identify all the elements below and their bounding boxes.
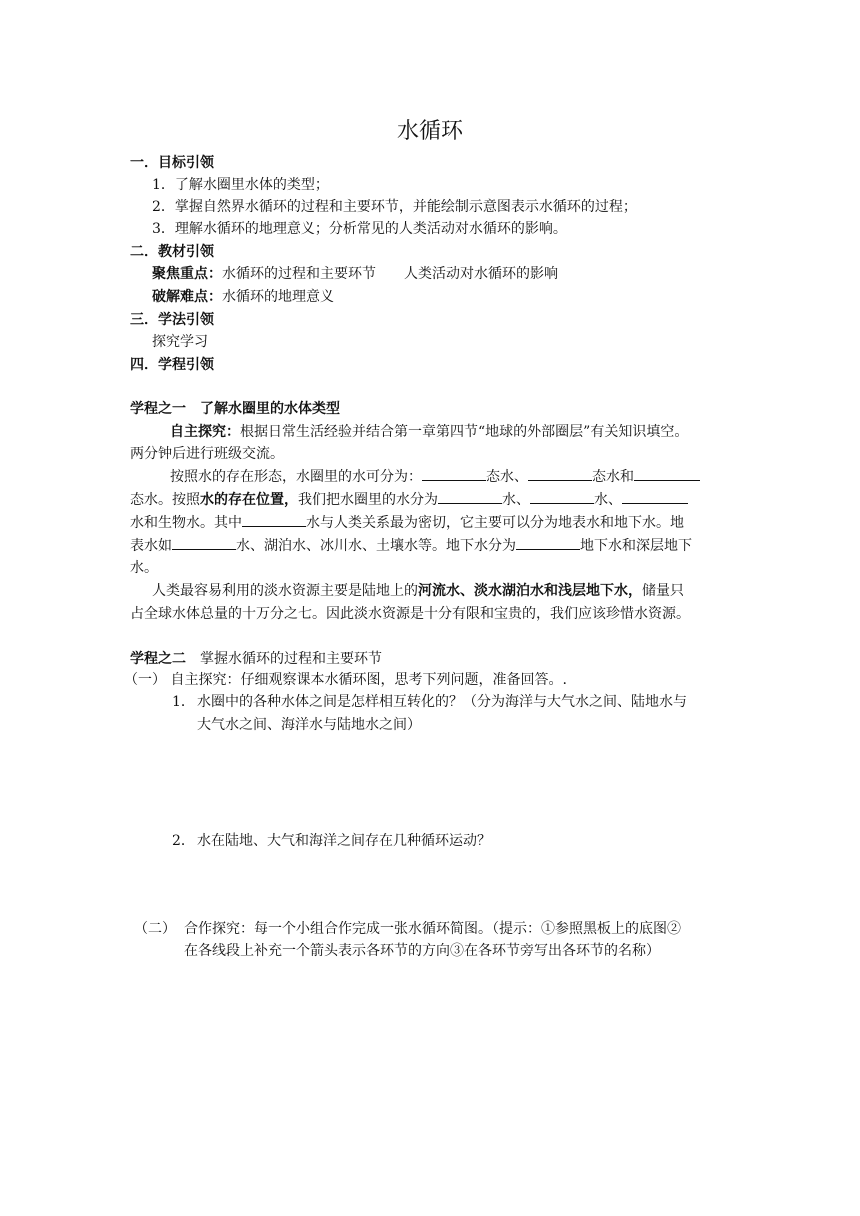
fill-text: 表水如 [130, 538, 172, 554]
fill-text: 水、 [502, 492, 530, 508]
part-2-title-bold: 学程之二 [130, 651, 186, 667]
freshwater-line-1 [152, 580, 684, 602]
fill-blank[interactable] [634, 466, 700, 481]
freshwater-line-2: 占全球水体总量的十万分之七。因此淡水资源是十分有限和宝贵的，我们应该珍惜水资源。 [130, 606, 690, 622]
question-2-text: 水在陆地、大气和海洋之间存在几种循环运动？ [197, 833, 491, 849]
section-3-heading: 三．学法引领 [130, 312, 214, 328]
part-1-intro-line-2: 两分钟后进行班级交流。 [130, 446, 284, 462]
self-inquiry-line: （一） 自主探究：仔细观察课本水循环图，思考下列问题，准备回答。. [124, 672, 567, 688]
method-text: 探究学习 [152, 334, 208, 350]
question-1-line-2: 大气水之间、海洋水与陆地水之间） [197, 717, 421, 733]
part-1-title: 学程之一 了解水圈里的水体类型 [130, 401, 340, 417]
focus-line [152, 263, 558, 285]
fill-text: 态水和 [592, 469, 634, 485]
goal-item-2: 2．掌握自然界水循环的过程和主要环节，并能绘制示意图表示水循环的过程； [152, 199, 637, 215]
part-1-intro-line-1 [170, 421, 688, 443]
intro-text: 根据日常生活经验并结合第一章第四节“地球的外部圈层”有关知识填空。 [240, 424, 689, 440]
fill-text: 水和生物水。其中 [130, 515, 242, 531]
fill-text: 水、 [594, 492, 622, 508]
fill-bold-text: 水的存在位置， [200, 492, 298, 508]
difficulty-text: 水循环的地理意义 [222, 289, 334, 305]
fill-blank[interactable] [622, 489, 688, 504]
coop-inquiry-line-1: 合作探究：每一个小组合作完成一张水循环简图。（提示：①参照黑板上的底图② [184, 921, 681, 937]
intro-label: 自主探究： [170, 424, 240, 440]
goal-item-1: 1．了解水圈里水体的类型； [152, 177, 329, 193]
fill-line-2 [130, 489, 688, 511]
freshwater-bold-text: 河流水、淡水湖泊水和浅层地下水， [418, 583, 642, 599]
fill-line-3 [130, 512, 684, 534]
fill-blank[interactable] [422, 466, 486, 481]
fill-line-4 [130, 535, 692, 557]
difficulty-label: 破解难点： [152, 289, 222, 305]
fill-line-5: 水。 [130, 560, 158, 576]
fill-text: 水与人类关系最为密切，它主要可以分为地表水和地下水。地 [306, 515, 684, 531]
question-1-number: 1． [172, 694, 195, 710]
fill-blank[interactable] [242, 512, 306, 527]
section-1-heading: 一．目标引领 [130, 155, 214, 171]
fill-blank[interactable] [528, 466, 592, 481]
fill-text: 态水。按照 [130, 492, 200, 508]
goal-item-3: 3．理解水循环的地理意义；分析常见的人类活动对水循环的影响。 [152, 221, 567, 237]
focus-text: 水循环的过程和主要环节 人类活动对水循环的影响 [222, 266, 558, 282]
fill-text: 水、湖泊水、冰川水、土壤水等。地下水分为 [236, 538, 516, 554]
coop-inquiry-line-2: 在各线段上补充一个箭头表示各环节的方向③在各环节旁写出各环节的名称） [184, 943, 660, 959]
freshwater-text: 储量只 [642, 583, 684, 599]
freshwater-text: 人类最容易利用的淡水资源主要是陆地上的 [152, 583, 418, 599]
fill-text: 态水、 [486, 469, 528, 485]
section-4-heading: 四．学程引领 [130, 357, 214, 373]
focus-label: 聚焦重点： [152, 266, 222, 282]
fill-text: 我们把水圈里的水分为 [298, 492, 438, 508]
part-2-title-rest: 掌握水循环的过程和主要环节 [186, 651, 382, 667]
fill-text: 地下水和深层地下 [580, 538, 692, 554]
page-title: 水循环 [396, 119, 463, 144]
fill-text: 按照水的存在形态，水圈里的水可分为： [170, 469, 422, 485]
fill-blank[interactable] [530, 489, 594, 504]
fill-blank[interactable] [516, 535, 580, 550]
question-1-line-1: 水圈中的各种水体之间是怎样相互转化的？（分为海洋与大气水之间、陆地水与 [197, 694, 687, 710]
section-2-heading: 二．教材引领 [130, 244, 214, 260]
fill-blank[interactable] [172, 535, 236, 550]
fill-blank[interactable] [438, 489, 502, 504]
question-2-number: 2． [172, 833, 195, 849]
coop-inquiry-label: （二） [134, 921, 176, 937]
fill-line-1 [170, 466, 700, 488]
difficulty-line [152, 286, 334, 308]
part-2-title [130, 648, 382, 670]
